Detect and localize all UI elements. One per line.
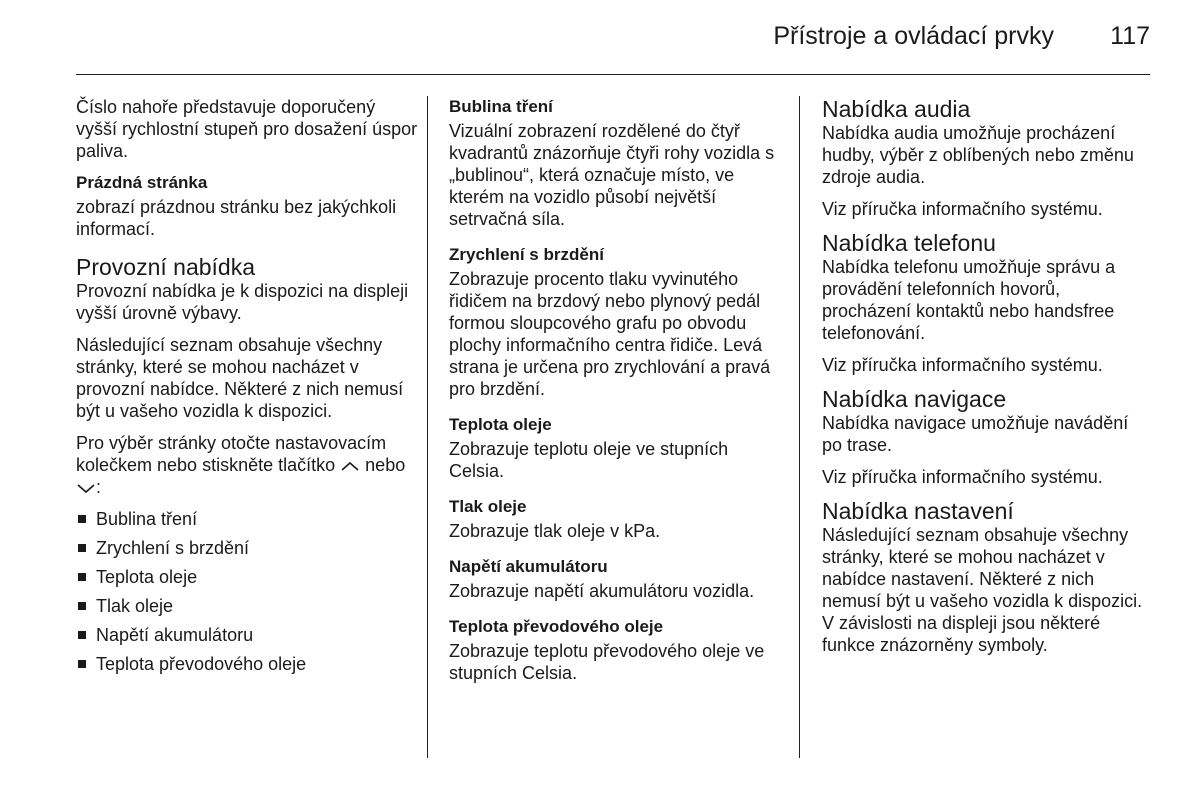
service-menu-heading: Provozní nabídka: [76, 254, 256, 280]
settings-menu-text: Následující seznam obsahuje všechny stránky, které se mohou nacházet v nabídce nastavení. Některé z nich nemusí být u vašeho vozidla k dispozici. V závislosti na displeji jsou některé funkce znázorněny symboly.: [822, 525, 1143, 655]
column-2: [449, 96, 784, 698]
page-header-title: Přístroje a ovládací prvky: [773, 22, 1054, 50]
column-divider-2: [799, 96, 800, 758]
bullet-icon: [78, 515, 86, 523]
empty-page-text: zobrazí prázdnou stránku bez jakýchkoli informací.: [76, 197, 397, 239]
phone-menu-heading: Nabídka telefonu: [822, 230, 996, 256]
empty-page-section: [76, 172, 421, 240]
section-oil-temperature: [449, 414, 784, 482]
section-acceleration-braking: [449, 244, 784, 400]
section-heading: Tlak oleje: [449, 497, 527, 516]
audio-menu-heading: Nabídka audia: [822, 96, 971, 122]
bullet-icon: [78, 660, 86, 668]
list-item: Napětí akumulátoru: [76, 624, 421, 646]
list-item: Zrychlení s brzdění: [76, 537, 421, 559]
audio-menu-text: Nabídka audia umožňuje procházení hudby, výběr z oblíbených nebo změnu zdroje audia.: [822, 123, 1134, 187]
audio-menu-ref: Viz příručka informačního systému.: [822, 199, 1103, 219]
section-text: Zobrazuje teplotu oleje ve stupních Celsia.: [449, 439, 729, 481]
header-divider: [76, 74, 1150, 75]
bullet-icon: [78, 602, 86, 610]
list-item: Teplota oleje: [76, 566, 421, 588]
section-heading: Teplota oleje: [449, 415, 552, 434]
section-heading: Napětí akumulátoru: [449, 557, 608, 576]
list-item: Teplota převodového oleje: [76, 653, 421, 675]
list-item: Bublina tření: [76, 508, 421, 530]
service-menu-p1: Provozní nabídka je k dispozici na displeji vyšší úrovně výbavy.: [76, 281, 409, 323]
column-1: [76, 96, 421, 682]
service-menu-p2: Následující seznam obsahuje všechny stránky, které se mohou nacházet v provozní nabídce. Některé z nich nemusí být u vašeho vozidla k dispozici.: [76, 335, 404, 421]
phone-menu-text: Nabídka telefonu umožňuje správu a provádění telefonních hovorů, procházení kontaktů nebo handsfree telefonování.: [822, 257, 1116, 343]
section-friction-bubble: [449, 96, 784, 230]
section-text: Zobrazuje teplotu převodového oleje ve stupních Celsia.: [449, 641, 765, 683]
navigation-menu-text: Nabídka navigace umožňuje navádění po trase.: [822, 413, 1129, 455]
section-text: Vizuální zobrazení rozdělené do čtyř kvadrantů znázorňuje čtyři rohy vozidla s „bublinou“, která označuje místo, ve kterém na vozidlo působí největší setrvačná síla.: [449, 121, 775, 229]
column-3: [822, 96, 1152, 666]
chevron-up-icon: [340, 460, 360, 472]
section-heading: Bublina tření: [449, 97, 553, 116]
bullet-icon: [78, 573, 86, 581]
section-transmission-oil-temperature: [449, 616, 784, 684]
section-oil-pressure: [449, 496, 784, 542]
chevron-down-icon: [76, 482, 96, 494]
section-text: Zobrazuje procento tlaku vyvinutého řidičem na brzdový nebo plynový pedál formou sloupcového grafu po obvodu plochy informačního centra řidiče. Levá strana je určena pro zrychlování a pravá pro brzdění.: [449, 269, 771, 399]
empty-page-heading: Prázdná stránka: [76, 173, 208, 192]
section-heading: Teplota převodového oleje: [449, 617, 664, 636]
navigation-menu-heading: Nabídka navigace: [822, 386, 1007, 412]
section-text: Zobrazuje tlak oleje v kPa.: [449, 521, 661, 541]
bullet-icon: [78, 631, 86, 639]
list-item: Tlak oleje: [76, 595, 421, 617]
page-number: 117: [1110, 22, 1150, 50]
settings-menu-heading: Nabídka nastavení: [822, 498, 1014, 524]
section-heading: Zrychlení s brzdění: [449, 245, 604, 264]
navigation-menu-ref: Viz příručka informačního systému.: [822, 467, 1103, 487]
phone-menu-ref: Viz příručka informačního systému.: [822, 355, 1103, 375]
column-divider-1: [427, 96, 428, 758]
service-menu-p3: Pro výběr stránky otočte nastavovacím kolečkem nebo stiskněte tlačítko nebo :: [76, 433, 406, 497]
bullet-icon: [78, 544, 86, 552]
service-menu-list: [76, 508, 421, 675]
intro-text: Číslo nahoře představuje doporučený vyšší rychlostní stupeň pro dosažení úspor paliva.: [76, 97, 418, 161]
section-battery-voltage: [449, 556, 784, 602]
section-text: Zobrazuje napětí akumulátoru vozidla.: [449, 581, 755, 601]
